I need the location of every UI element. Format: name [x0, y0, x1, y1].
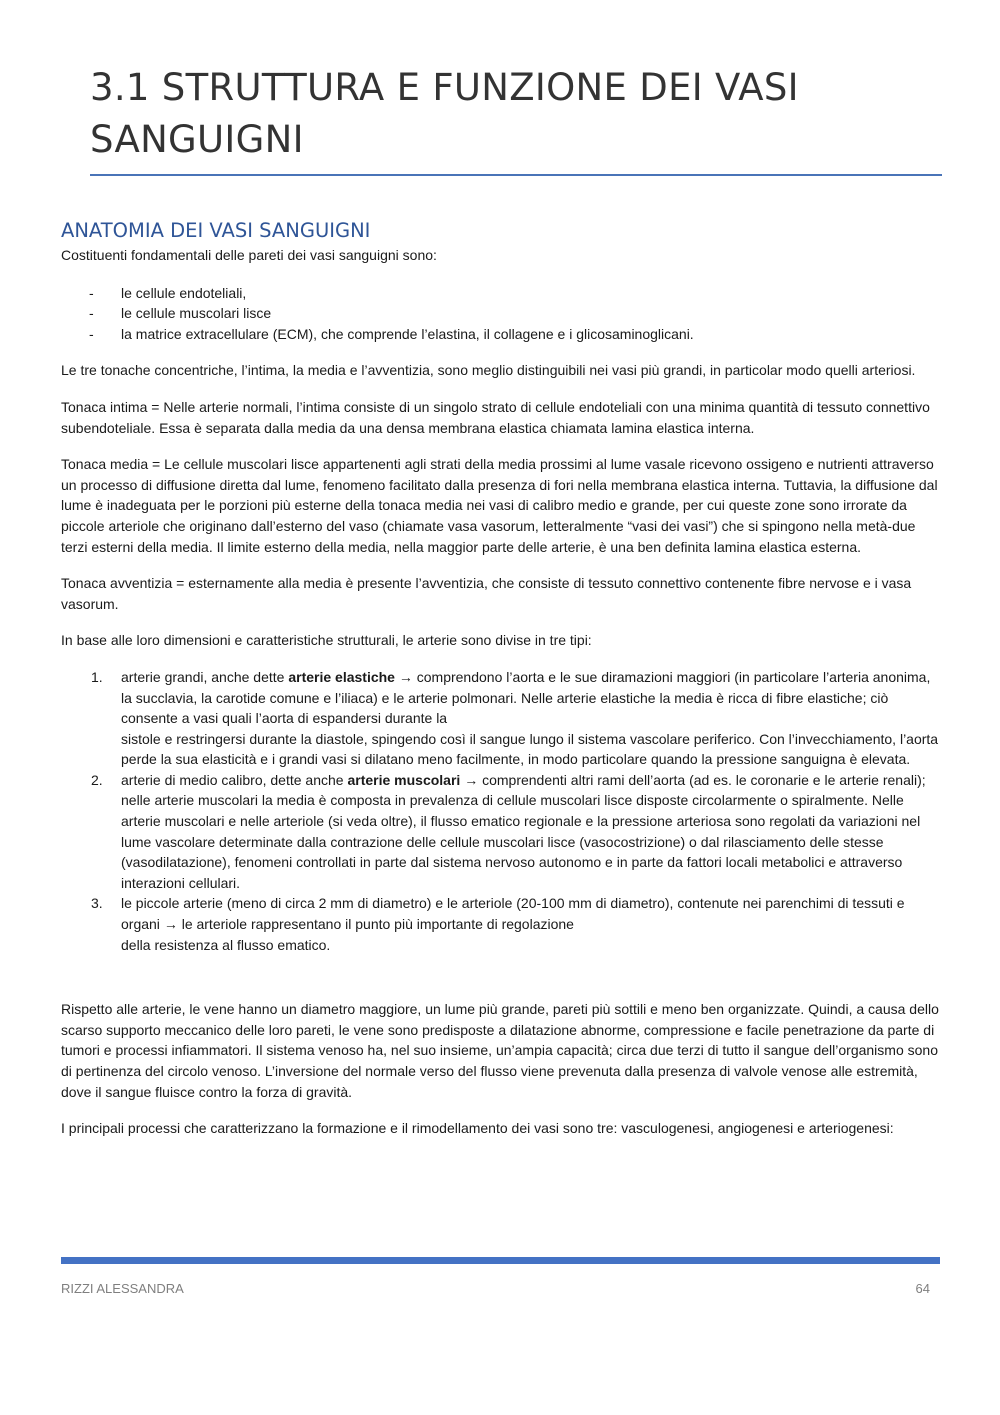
footer-author: RIZZI ALESSANDRA [61, 1281, 184, 1296]
paragraph-adventitia: Tonaca avventizia = esternamente alla media è presente l’avventizia, che consiste di tessuto connettivo contenente fibre nervose e i vasa vasorum. [61, 575, 912, 612]
item-text: le arteriole rappresentano il punto più importante di regolazione [177, 916, 574, 933]
components-list [61, 283, 941, 345]
footer-divider [61, 1257, 940, 1264]
bold-term: arterie elastiche [288, 668, 395, 685]
list-item [61, 303, 941, 324]
paragraph-veins: Rispetto alle arterie, le vene hanno un diametro maggiore, un lume più grande, pareti più sottili e meno ben organizzate. Quindi, a causa dello scarso supporto meccanico delle loro pareti, le vene sono predisposte a dilatazione abnorme, compressione e facile penetrazione da parte di tumori e processi infiammatori. Il sistema venoso ha, nel suo insieme, un’ampia capacità; circa due terzi di tutto il sangue dell’organismo sono di pertinenza del circolo venoso. L’inversione del normale verso del flusso viene prevenuta dalla presenza di valvole venose alle estremità, dove il sangue fluisce contro la forza di gravità. [61, 1001, 939, 1100]
paragraph-media: Tonaca media = Le cellule muscolari lisce appartenenti agli strati della media prossimi al lume vasale ricevono ossigeno e nutrienti attraverso un processo di diffusione diretta dal lume, fenomeno facilitato dalla presenza di fori nella membrana elastica interna. Tuttavia, la diffusione dal lume è inadeguata per le porzioni più esterne della tonaca media nei vasi di calibro medio e grande, per cui queste zone sono irrorate da piccole arteriole che originano dall’esterno del vaso (chiamate vasa vasorum, letteralmente “vasi dei vasi”) che si spingono nella metà-due terzi esterni della media. Il limite esterno della media, nella maggior parte delle arterie, è una ben definita lamina elastica esterna. [61, 456, 938, 555]
list-item-text: le cellule endoteliali, [121, 284, 247, 301]
page-content [61, 218, 941, 1155]
page-title: 3.1 STRUTTURA E FUNZIONE DEI VASI SANGUIGNI [90, 66, 799, 161]
paragraph-vessel-processes: I principali processi che caratterizzano la formazione e il rimodellamento dei vasi sono tre: vasculogenesi, angiogenesi e arteriogenesi: [61, 1120, 894, 1137]
item-text: le piccole arterie (meno di circa 2 mm di diametro) e le arteriole (20-100 mm di diametro), contenute nei parenchimi di tessuti e organi [121, 895, 905, 933]
paragraph-intima: Tonaca intima = Nelle arterie normali, l’intima consiste di un singolo strato di cellule endoteliali con una minima quantità di tessuto connettivo subendoteliale. Essa è separata dalla media da una densa membrana elastica chiamata lamina elastica interna. [61, 398, 930, 436]
bold-term: arterie muscolari [347, 771, 461, 788]
artery-types-list [61, 667, 941, 955]
title-block [90, 62, 942, 176]
dash-bullet: - [89, 284, 94, 301]
section-heading: ANATOMIA DEI VASI SANGUIGNI [61, 219, 371, 242]
list-number: 3. [91, 895, 103, 912]
dash-bullet: - [89, 305, 94, 322]
paragraph-tunics: Le tre tonache concentriche, l’intima, la media e l’avventizia, sono meglio distinguibili nei vasi più grandi, in particolar modo quelli arteriosi. [61, 362, 916, 379]
list-number: 2. [91, 771, 103, 788]
item-text: arterie grandi, anche dette [121, 668, 289, 685]
list-item-text: le cellule muscolari lisce [121, 305, 272, 322]
item-text: arterie di medio calibro, dette anche [121, 771, 348, 788]
artery-type-item [61, 667, 941, 770]
list-number: 1. [91, 668, 103, 685]
item-text: della resistenza al flusso ematico. [121, 936, 331, 953]
dash-bullet: - [89, 325, 94, 342]
list-item-text: la matrice extracellulare (ECM), che comprende l’elastina, il collagene e i glicosaminoglicani. [121, 325, 694, 342]
arrow-icon: → [464, 771, 479, 788]
paragraph-artery-types-intro: In base alle loro dimensioni e caratteristiche strutturali, le arterie sono divise in tre tipi: [61, 632, 592, 649]
item-text: comprendenti altri rami dell’aorta (ad es. le coronarie e le arterie renali); nelle arterie muscolari la media è composta in prevalenza di cellule muscolari lisce disposte circolarmente o spiralmente. Nelle arterie muscolari e nelle arteriole (si veda oltre), il flusso ematico regionale e la pressione arteriosa sono regolati da variazioni nel lume vascolare determinate dalla contrazione delle cellule muscolari lisce (vasocostrizione) o dal rilasciamento delle stesse (vasodilatazione), fenomeni controllati in parte dal sistema nervoso autonomo e in parte da fattori locali metabolici e attraverso interazioni cellulari. [121, 771, 926, 891]
item-text: sistole e restringersi durante la diastole, spingendo così il sangue lungo il sistema vascolare periferico. Con l’invecchiamento, l’aorta perde la sua elasticità e i grandi vasi si dilatano meno facilmente, in modo particolare quando la pressione sanguigna è elevata. [121, 730, 939, 768]
list-item [61, 283, 941, 304]
list-item [61, 324, 941, 345]
item-text: comprendono l’aorta e le sue diramazioni maggiori (in particolare l’arteria anonima, la succlavia, la carotide comune e l’iliaca) e le arterie polmonari. Nelle arterie elastiche la media è ricca di fibre elastiche; ciò consente a vasi quali l’aorta di espandersi durante la [121, 668, 931, 727]
arrow-icon: → [163, 916, 178, 933]
arrow-icon: → [398, 668, 413, 685]
artery-type-item [61, 893, 941, 955]
artery-type-item [61, 770, 941, 894]
page-number: 64 [915, 1281, 930, 1296]
intro-paragraph: Costituenti fondamentali delle pareti dei vasi sanguigni sono: [61, 247, 437, 263]
